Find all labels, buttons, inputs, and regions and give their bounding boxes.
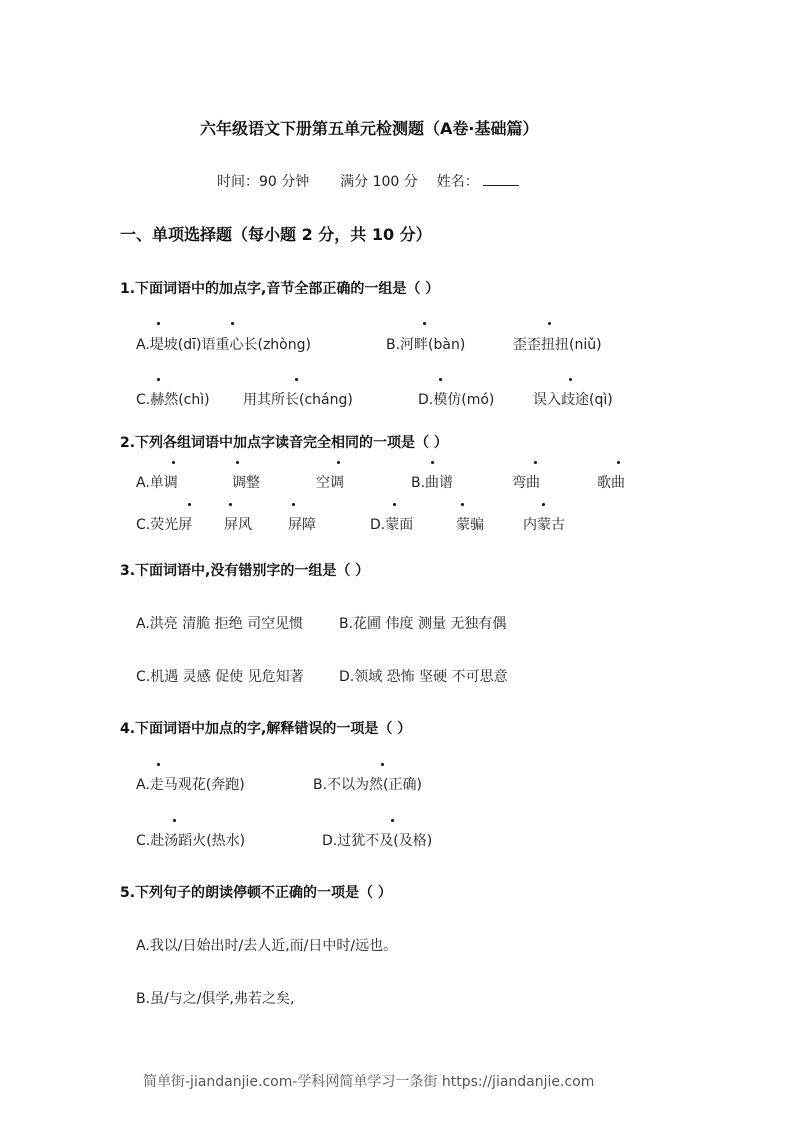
question-5-stem: 5.下列句子的朗读停顿不正确的一项是（ ） — [120, 885, 392, 901]
question-1-option-d2: 误入歧途(qì) — [533, 392, 613, 408]
question-3-option-d[interactable]: D.领域 恐怖 坚硬 不可思意 — [339, 669, 508, 685]
score-info: 满分 100 分 — [340, 174, 418, 190]
question-2-option-c2: 屏风 — [224, 517, 252, 533]
emphasis-dot — [381, 763, 384, 766]
name-blank[interactable] — [483, 173, 519, 186]
question-1-option-b[interactable]: B.河畔(bàn) — [386, 337, 466, 353]
question-4-option-d[interactable]: D.过犹不及(及格) — [322, 833, 433, 849]
emphasis-dot — [157, 378, 160, 381]
emphasis-dot — [617, 461, 620, 464]
emphasis-dot — [173, 819, 176, 822]
question-1-option-b2: 歪歪扭扭(niǔ) — [513, 337, 602, 353]
question-1-option-d[interactable]: D.模仿(mó) — [418, 392, 495, 408]
footer-watermark: 简单街-jiandanjie.com-学科网简单学习一条街 https://jiandanjie.com — [143, 1074, 595, 1090]
question-2-option-d2: 蒙骗 — [456, 517, 484, 533]
question-4-option-a[interactable]: A.走马观花(奔跑) — [136, 777, 245, 793]
question-2-option-d3: 内蒙古 — [523, 517, 565, 533]
name-label: 姓名： — [436, 174, 479, 190]
page-title: 六年级语文下册第五单元检测题（A卷·基础篇） — [200, 119, 539, 138]
emphasis-dot — [229, 503, 232, 506]
question-3-option-b[interactable]: B.花圃 伟度 测量 无独有偶 — [339, 616, 507, 632]
time-info: 时间：90 分钟 — [217, 174, 310, 190]
emphasis-dot — [172, 461, 175, 464]
emphasis-dot — [292, 503, 295, 506]
question-2-stem: 2.下列各组词语中加点字读音完全相同的一项是（ ） — [120, 435, 448, 451]
question-1-option-c[interactable]: C.赫然(chì) — [136, 392, 210, 408]
emphasis-dot — [461, 503, 464, 506]
emphasis-dot — [534, 461, 537, 464]
emphasis-dot — [236, 461, 239, 464]
emphasis-dot — [439, 378, 442, 381]
emphasis-dot — [157, 322, 160, 325]
question-2-option-c3: 屏障 — [288, 517, 316, 533]
question-2-option-c[interactable]: C.荧光屏 — [136, 517, 193, 533]
question-2-option-b2: 弯曲 — [512, 475, 540, 491]
emphasis-dot — [391, 819, 394, 822]
emphasis-dot — [431, 461, 434, 464]
question-2-option-d[interactable]: D.蒙面 — [370, 517, 414, 533]
emphasis-dot — [337, 461, 340, 464]
question-2-option-a3: 空调 — [316, 475, 344, 491]
emphasis-dot — [542, 503, 545, 506]
question-1-option-a[interactable]: A.堤坡(dī)语重心长(zhòng) — [136, 337, 311, 353]
emphasis-dot — [393, 503, 396, 506]
section-heading: 一、单项选择题（每小题 2 分，共 10 分） — [120, 225, 432, 244]
emphasis-dot — [188, 503, 191, 506]
question-3-option-a[interactable]: A.洪亮 清脆 拒绝 司空见惯 — [136, 616, 304, 632]
question-5-option-b[interactable]: B.虽/与之/俱学,弗若之矣, — [136, 991, 295, 1007]
question-3-option-c[interactable]: C.机遇 灵感 促使 见危知著 — [136, 669, 304, 685]
question-2-option-b[interactable]: B.曲谱 — [411, 475, 454, 491]
question-1-stem: 1.下面词语中的加点字,音节全部正确的一组是（ ） — [120, 281, 440, 297]
question-4-option-c[interactable]: C.赴汤蹈火(热水) — [136, 833, 246, 849]
question-2-option-a2: 调整 — [232, 475, 260, 491]
question-1-option-c2: 用其所长(cháng) — [243, 392, 353, 408]
question-4-stem: 4.下面词语中加点的字,解释错误的一项是（ ） — [120, 721, 412, 737]
emphasis-dot — [231, 322, 234, 325]
exam-meta — [217, 171, 519, 191]
emphasis-dot — [157, 763, 160, 766]
question-2-option-b3: 歌曲 — [597, 475, 625, 491]
emphasis-dot — [548, 322, 551, 325]
emphasis-dot — [569, 378, 572, 381]
question-5-option-a[interactable]: A.我以/日始出时/去人近,而/日中时/远也。 — [136, 938, 398, 954]
question-2-option-a[interactable]: A.单调 — [136, 475, 178, 491]
question-3-stem: 3.下面词语中,没有错别字的一组是（ ） — [120, 563, 370, 579]
emphasis-dot — [295, 378, 298, 381]
emphasis-dot — [423, 322, 426, 325]
question-4-option-b[interactable]: B.不以为然(正确) — [313, 777, 422, 793]
